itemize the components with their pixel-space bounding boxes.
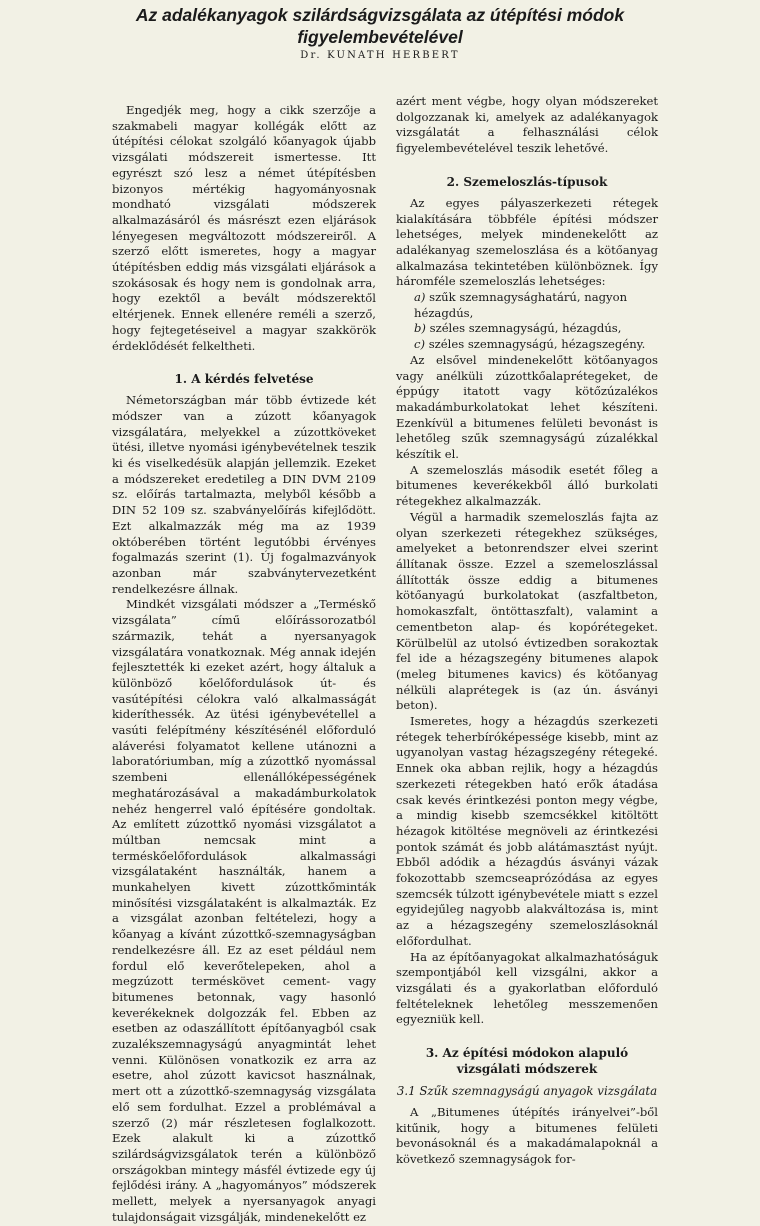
article-title-line-1: Az adalékanyagok szilárdságvizsgálata az útépítési módok bbox=[135, 5, 625, 25]
section-3-heading-line-1: 3. Az építési módokon alapuló bbox=[425, 1046, 629, 1061]
author-name: Dr. KUNATH HERBERT bbox=[300, 50, 460, 61]
continuation-paragraph: azért ment végbe, hogy olyan módszereket dolgozzanak ki, amelyek az adalékanyagok vizsgálatát a felhasználási célok figyelembevételével teszik lehetővé. bbox=[396, 94, 658, 156]
list-item: a) szűk szemnagysághatárú, nagyon hézagdús, bbox=[414, 290, 628, 320]
subsection-3-1-paragraph-1: A „Bitumenes útépítés irányelvei”-ből kitűnik, hogy a bitumenes felületi bevonásoknál és a makadámalapoknál a következő szemnagyságok for- bbox=[396, 1105, 658, 1167]
section-1-heading: 1. A kérdés felvetése bbox=[174, 372, 314, 387]
section-2-paragraph-5: Ismeretes, hogy a hézagdús szerkezeti rétegek teherbíróképessége kisebb, mint az ugyanolyan vastag hézagszegény rétegeké. Ennek oka abban rejlik, hogy a hézagdús szerkezeti rétegekben ható erők átadása csak kevés érintkezési ponton megy végbe, a mindig kisebb szemcsékkel kitöltött hézagok kitöltése megnöveli az érintkezési pontok számát és jobb alátámasztást nyújt. Ebből adódik a hézagdús ásványi vázak fokozottabb szemcseaprózódása az egyes szemcsék túlzott igénybevétele miatt s ezzel egyidejűleg nagyobb alakváltozása is, mint az a hézagszegény szemeloszlásoknál előfordulhat. bbox=[396, 714, 658, 948]
section-1-paragraph-1: Németországban már több évtizede két módszer van a zúzott kőanyagok vizsgálatára, melyekkel a zúzottköveket ütési, illetve nyomási igénybevételnek teszik ki és viselkedésük alapján jellemzik. Ezeket a módszereket eredetileg a DIN DVM 2109 sz. előírás tartalmazta, melyből később a DIN 52 109 sz. szabványelőírás kifejlődött. Ezt alkalmazzák még ma az 1939 októberében történt legutóbbi érvényes fogalmazás szerint (1). Új fogalmazványok azonban már szabványtervezetként rendelkezésre állnak. bbox=[112, 393, 376, 596]
section-2-paragraph-4: Végül a harmadik szemeloszlás fajta az olyan szerkezeti rétegekhez szükséges, amelyeket a betonrendszer elvei szerint állítanak össze. Ezzel a szemeloszlással állították össze eddig a bitumenes kötőanyagú burkolatokat (aszfaltbeton, homokaszfalt, öntöttaszfalt), valamint a cementbeton alap- és kopórétegeket. Körülbelül az utolsó évtizedben sorakoztak fel ide a hézagszegény bitumenes alapok (meleg bitumenes kavics) és kötőanyag nélküli alaprétegek is (az ún. ásványi beton). bbox=[396, 509, 658, 713]
article-header bbox=[0, 4, 760, 61]
list-item: b) széles szemnagyságú, hézagdús, bbox=[414, 321, 622, 336]
section-2-paragraph-3: A szemeloszlás második esetét főleg a bitumenes keverékekből álló burkolati rétegekhez alkalmazzák. bbox=[396, 462, 658, 509]
intro-paragraph: Engedjék meg, hogy a cikk szerzője a szakmabeli magyar kollégák előtt az útépítési célokat szolgáló kőanyagok újabb vizsgálati módszereit ismertesse. Itt egyrészt szó lesz a német útépítésben bizonyos mértékig hagyományosnak mondható vizsgálati módszerek alkalmazásáról és másrészt ezen eljárások lényegesen megváltozott módszereiről. A szerző előtt ismeretes, hogy a magyar útépítésben eddig más vizsgálati eljárások a szokásosak és hogy nem is gondolnak arra, hogy ezektől a bevált módszerektől eltérjenek. Ennek ellenére reméli a szerző, hogy fejtegetéseivel a magyar szakkörök érdeklődését felkeltheti. bbox=[112, 103, 376, 353]
section-1-paragraph-2: Mindkét vizsgálati módszer a „Terméskő vizsgálata” című előírássorozatból származik, tehát a nyersanyagok vizsgálatára vonatkoznak. Még annak idején fejlesztették ki ezeket azért, hogy általuk a különböző kőelőfordulások út- és vasútépítési célokra való alkalmasságát kideríthessék. Az ütési igénybevétellel a vasúti felépítmény készítésénél előforduló aláverési folyamatot kellene utánozni a laboratóriumban, míg a zúzottkő nyomással szembeni ellenállóképességének meghatározásával a makadámburkolatok nehéz hengerrel való építésére gondoltak. Az említett zúzottkő nyomási vizsgálatot a múltban nemcsak mint a terméskőelőfordulások alkalmassági vizsgálataként használták, hanem a munkahelyen kivett zúzottkőminták minősítési vizsgálataként is alkalmazták. Ez a vizsgálat azonban feltételezi, hogy a kőanyag a kívánt zúzottkő-szemnagyságban rendelkezésre áll. Ez az eset például nem fordul elő keverőtelepeken, ahol a megzúzott terméskövet cement- vagy bitumenes betonnak, vagy hasonló keverékeknek dolgozzák fel. Ebben az esetben az odaszállított építőanyagból csak zuzalékszemnagyságú anyagmintát lehet venni. Különösen vonatkozik ez arra az esetre, ahol zúzott kavicsot használnak, mert ott a zúzottkő-szemnagyság vizsgálata elő sem fordulhat. Ezzel a problémával a szerző (2) már részletesen foglalkozott. Ezek alakult ki a zúzottkő szilárdságvizsgálatok terén a különböző országokban mintegy másfél évtizede egy új fejlődési irány. A „hagyományos” módszerek mellett, melyek a nyersanyagok anyagi tulajdonságait vizsgálják, mindenekelőtt ez bbox=[112, 597, 376, 1224]
section-3-heading-line-2: vizsgálati módszerek bbox=[456, 1062, 598, 1077]
grading-types-list bbox=[396, 290, 658, 353]
section-2-paragraph-6: Ha az építőanyagokat alkalmazhatóságuk szempontjából kell vizsgálni, akkor a vizsgálati és a gyakorlatban előforduló feltételeknek lehetőleg messzemenően egyezniük kell. bbox=[396, 949, 658, 1027]
article-title-line-2: figyelembevételével bbox=[297, 27, 463, 47]
section-2-heading: 2. Szemeloszlás-típusok bbox=[446, 174, 608, 189]
list-item: c) széles szemnagyságú, hézagszegény. bbox=[414, 337, 646, 352]
subsection-3-1-heading: 3.1 Szűk szemnagyságú anyagok vizsgálata bbox=[396, 1084, 658, 1099]
section-2-paragraph-1: Az egyes pályaszerkezeti rétegek kialakítására többféle építési módszer lehetséges, melyek mindenekelőtt az adalékanyag szemeloszlása és a kötőanyag alkalmazása tekintetében különböznek. Így háromféle szemeloszlás lehetséges: bbox=[396, 195, 658, 289]
section-2-paragraph-2: Az elsővel mindenekelőtt kötőanyagos vagy anélküli zúzottkőalaprétegeket, de éppúgy itatott vagy kötőzúzalékos makadámburkolatokat lehet készíteni. Ezenkívül a bitumenes felületi bevonást is lehetőleg szűk szemnagyságú zúzalékkal készítik el. bbox=[396, 352, 658, 462]
right-column bbox=[396, 94, 658, 1168]
left-column bbox=[112, 94, 376, 1226]
